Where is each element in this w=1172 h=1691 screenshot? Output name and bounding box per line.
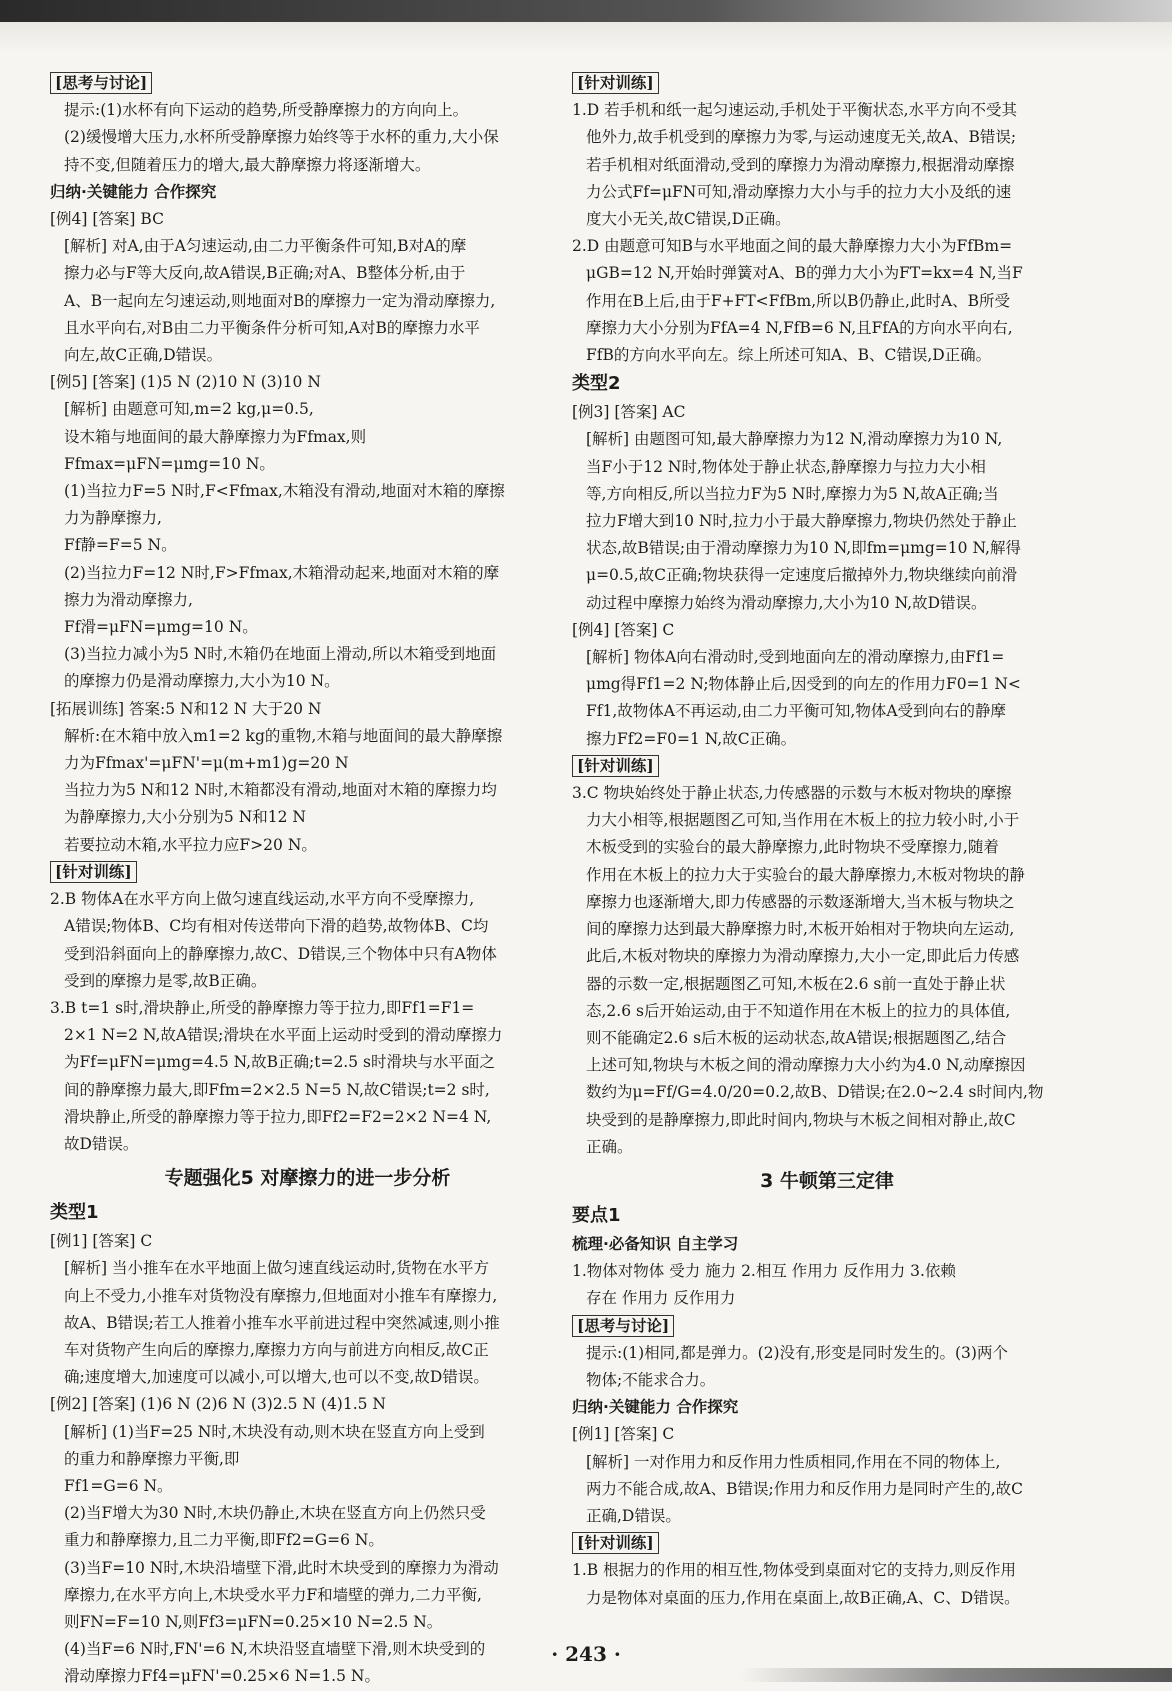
scan-bottom-edge (740, 1668, 1172, 1682)
left-line: [例4] [答案] BC (50, 210, 164, 229)
left-line: 解析:在木箱中放入m1=2 kg的重物,木箱与地面间的最大静摩擦 (64, 726, 503, 745)
left-line: [例2] [答案] (1)6 N (2)6 N (3)2.5 N (4)1.5 N (50, 1395, 386, 1414)
right-line: 力大小相等,根据题图乙可知,当作用在木板上的拉力较小时,小于 (586, 811, 1020, 830)
left-line (50, 70, 565, 97)
right-line: 上述可知,物块与木板之间的滑动摩擦力大小约为4.0 N,动摩擦因 (586, 1056, 1026, 1075)
left-line: (3)当拉力减小为5 N时,木箱仍在地面上滑动,所以木箱受到地面 (64, 645, 497, 664)
right-line: 等,方向相反,所以当拉力F为5 N时,摩擦力为5 N,故A正确;当 (586, 484, 999, 503)
right-line: 提示:(1)相同,都是弹力。(2)没有,形变是同时发生的。(3)两个 (586, 1343, 1008, 1362)
right-line: FfB的方向水平向左。综上所述可知A、B、C错误,D正确。 (586, 346, 992, 365)
right-line: 正确。 (586, 1137, 633, 1156)
left-line: [拓展训练] 答案:5 N和12 N 大于20 N (50, 699, 322, 718)
left-line: Ff静=F=5 N。 (64, 536, 177, 555)
left-line: [解析] (1)当F=25 N时,木块没有动,则木块在竖直方向上受到 (64, 1422, 485, 1441)
right-line: 2.D 由题意可知B与水平地面之间的最大静摩擦力大小为FfBm= (572, 237, 1013, 256)
right-line: 状态,故B错误;由于滑动摩擦力为10 N,即fm=μmg=10 N,解得 (586, 539, 1021, 558)
right-line: [例1] [答案] C (572, 1425, 675, 1444)
left-line: [例5] [答案] (1)5 N (2)10 N (3)10 N (50, 373, 321, 392)
left-line: 2.B 物体A在水平方向上做匀速直线运动,水平方向不受摩擦力, (50, 890, 475, 909)
left-line: [解析] 对A,由于A匀速运动,由二力平衡条件可知,B对A的摩 (64, 237, 467, 256)
left-line: 滑块静止,所受的静摩擦力等于拉力,即Ff2=F2=2×2 N=4 N, (64, 1107, 492, 1126)
left-line: 摩擦力,在水平方向上,木块受水平力F和墙壁的弹力,二力平衡, (64, 1585, 482, 1604)
right-line: 他外力,故手机受到的摩擦力为零,与运动速度无关,故A、B错误; (586, 128, 1017, 147)
left-line: 专题强化5 对摩擦力的进一步分析 (164, 1167, 451, 1190)
right-line: 若手机相对纸面滑动,受到的摩擦力为滑动摩擦力,根据滑动摩擦 (586, 155, 1015, 174)
left-line: (2)当拉力F=12 N时,F>Ffmax,木箱滑动起来,地面对木箱的摩 (64, 563, 500, 582)
right-line: 梳理·必备知识 自主学习 (572, 1234, 739, 1253)
left-line: 车对货物产生向后的摩擦力,摩擦力方向与前进方向相反,故C正 (64, 1340, 489, 1359)
right-line: 正确,D错误。 (586, 1506, 681, 1525)
right-line: [解析] 由题图可知,最大静摩擦力为12 N,滑动摩擦力为10 N, (586, 430, 1003, 449)
left-line (50, 859, 565, 886)
scan-top-edge (0, 0, 1172, 22)
left-line: (3)当F=10 N时,木块沿墙壁下滑,此时木块受到的摩擦力为滑动 (64, 1558, 499, 1577)
left-line: A、B一起向左匀速运动,则地面对B的摩擦力一定为滑动摩擦力, (64, 291, 496, 310)
left-line: 间的静摩擦力最大,即Ffm=2×2.5 N=5 N,故C错误;t=2 s时, (64, 1080, 490, 1099)
right-line: 此后,木板对物块的摩擦力为滑动摩擦力,大小一定,即此后力传感 (586, 947, 1020, 966)
left-line: [例1] [答案] C (50, 1232, 153, 1251)
right-line: 力公式Ff=μFN可知,滑动摩擦力大小与手的拉力大小及纸的速 (586, 182, 1012, 201)
right-line: μ=0.5,故C正确;物块获得一定速度后撤掉外力,物块继续向前滑 (586, 566, 1018, 585)
left-line: 为静摩擦力,大小分别为5 N和12 N (64, 808, 306, 827)
right-line: 动过程中摩擦力始终为滑动摩擦力,大小为10 N,故D错误。 (586, 593, 987, 612)
right-line (572, 1313, 1082, 1340)
left-line: 确;速度增大,加速度可以减小,可以增大,也可以不变,故D错误。 (64, 1368, 489, 1387)
right-line: 则不能确定2.6 s后木板的运动状态,故A错误;根据题图乙,结合 (586, 1028, 1007, 1047)
left-line: 向上不受力,小推车对货物没有摩擦力,但地面对小推车有摩擦力, (64, 1286, 498, 1305)
right-line: μGB=12 N,开始时弹簧对A、B的弹力大小为FT=kx=4 N,当F (586, 264, 1023, 283)
left-line: Ff滑=μFN=μmg=10 N。 (64, 618, 258, 637)
right-line: 拉力F增大到10 N时,拉力小于最大静摩擦力,物块仍然处于静止 (586, 512, 1017, 531)
right-line: 3 牛顿第三定律 (760, 1169, 894, 1192)
left-line: 持不变,但随着压力的增大,最大静摩擦力将逐渐增大。 (64, 155, 431, 174)
section-label-box: [针对训练] (572, 72, 659, 94)
right-line: μmg得Ff1=2 N;物体静止后,因受到的向左的作用力F0=1 N< (586, 675, 1021, 694)
right-line: 要点1 (572, 1204, 621, 1226)
left-line: 类型1 (50, 1202, 99, 1224)
right-line: 1.B 根据力的作用的相互性,物体受到桌面对它的支持力,则反作用 (572, 1561, 1016, 1580)
left-line: 若要拉动木箱,水平拉力应F>20 N。 (64, 835, 317, 854)
left-column (50, 70, 565, 1691)
right-line: 度大小无关,故C错误,D正确。 (586, 210, 791, 229)
left-line: 为Ff=μFN=μmg=4.5 N,故B正确;t=2.5 s时滑块与水平面之 (64, 1053, 495, 1072)
right-line: 力是物体对桌面的压力,作用在桌面上,故B正确,A、C、D错误。 (586, 1588, 1020, 1607)
right-line (572, 1530, 1082, 1557)
right-line: [解析] 一对作用力和反作用力性质相同,作用在不同的物体上, (586, 1452, 1001, 1471)
left-line: 归纳·关键能力 合作探究 (50, 182, 217, 201)
left-line: [解析] 当小推车在水平地面上做匀速直线运动时,货物在水平方 (64, 1259, 489, 1278)
right-line: 间的摩擦力达到最大静摩擦力时,木板开始相对于物块向左运动, (586, 920, 1015, 939)
right-column (572, 70, 1082, 1612)
left-line: (1)当拉力F=5 N时,F<Ffmax,木箱没有滑动,地面对木箱的摩擦 (64, 482, 505, 501)
left-line: 受到沿斜面向上的静摩擦力,故C、D错误,三个物体中只有A物体 (64, 944, 497, 963)
right-line: 1.D 若手机和纸一起匀速运动,手机处于平衡状态,水平方向不受其 (572, 101, 1017, 120)
left-line: 擦力必与F等大反向,故A错误,B正确;对A、B整体分析,由于 (64, 264, 466, 283)
right-line: 块受到的是静摩擦力,即此时间内,物块与木板之间相对静止,故C (586, 1110, 1016, 1129)
page-number: · 243 · (551, 1642, 621, 1666)
left-line: Ff1=G=6 N。 (64, 1476, 173, 1495)
right-line: 3.C 物块始终处于静止状态,力传感器的示数与木板对物块的摩擦 (572, 784, 1012, 803)
left-line: 3.B t=1 s时,滑块静止,所受的静摩擦力等于拉力,即Ff1=F1= (50, 998, 475, 1017)
left-line: 故A、B错误;若工人推着小推车水平前进过程中突然减速,则小推 (64, 1313, 500, 1332)
right-line: Ff1,故物体A不再运动,由二力平衡可知,物体A受到向右的静摩 (586, 702, 1007, 721)
right-line: 类型2 (572, 373, 621, 395)
left-line: [解析] 由题意可知,m=2 kg,μ=0.5, (64, 400, 314, 419)
left-line: 2×1 N=2 N,故A错误;滑块在水平面上运动时受到的滑动摩擦力 (64, 1026, 503, 1045)
right-line: 两力不能合成,故A、B错误;作用力和反作用力是同时产生的,故C (586, 1479, 1024, 1498)
left-line: 设木箱与地面间的最大静摩擦力为Ffmax,则 (64, 427, 367, 446)
left-line: 故D错误。 (64, 1134, 139, 1153)
scan-top-shadow (0, 22, 1172, 52)
left-line: 且水平向右,对B由二力平衡条件分析可知,A对B的摩擦力水平 (64, 318, 480, 337)
left-line: (2)缓慢增大压力,水杯所受静摩擦力始终等于水杯的重力,大小保 (64, 128, 499, 147)
right-line (572, 70, 1082, 97)
right-line: [例3] [答案] AC (572, 403, 686, 422)
left-line: 的摩擦力仍是滑动摩擦力,大小为10 N。 (64, 672, 340, 691)
left-line: 向左,故C正确,D错误。 (64, 346, 223, 365)
right-line: 当F小于12 N时,物体处于静止状态,静摩擦力与拉力大小相 (586, 457, 986, 476)
right-line: 作用在木板上的拉力大于实验台的最大静摩擦力,木板对物块的静 (586, 865, 1025, 884)
right-line: 摩擦力大小分别为FfA=4 N,FfB=6 N,且FfA的方向水平向右, (586, 318, 1013, 337)
section-label-box: [思考与讨论] (50, 72, 152, 94)
left-line: 擦力为滑动摩擦力, (64, 590, 193, 609)
right-line: 作用在B上后,由于F+FT<FfBm,所以B仍静止,此时A、B所受 (586, 291, 1011, 310)
left-line: 滑动摩擦力Ff4=μFN'=0.25×6 N=1.5 N。 (64, 1667, 380, 1686)
right-line: 数约为μ=Ff/G=4.0/20=0.2,故B、D错误;在2.0~2.4 s时间内,物 (586, 1083, 1044, 1102)
left-line: 力为Ffmax'=μFN'=μ(m+m1)g=20 N (64, 754, 349, 773)
right-line: 摩擦力也逐渐增大,即力传感器的示数逐渐增大,当木板与物块之 (586, 892, 1015, 911)
left-line: (2)当F增大为30 N时,木块仍静止,木块在竖直方向上仍然只受 (64, 1504, 486, 1523)
section-label-box: [针对训练] (572, 755, 659, 777)
left-line: 则FN=F=10 N,则Ff3=μFN=0.25×10 N=2.5 N。 (64, 1612, 443, 1631)
right-line: 物体;不能求合力。 (586, 1370, 716, 1389)
left-line: Ffmax=μFN=μmg=10 N。 (64, 454, 275, 473)
left-line: 力为静摩擦力, (64, 509, 162, 528)
left-line: A错误;物体B、C均有相对传送带向下滑的趋势,故物体B、C均 (64, 917, 489, 936)
right-line: [解析] 物体A向右滑动时,受到地面向左的滑动摩擦力,由Ff1= (586, 648, 1005, 667)
section-label-box: [针对训练] (50, 861, 137, 883)
right-line: 归纳·关键能力 合作探究 (572, 1398, 739, 1417)
right-line: 器的示数一定,根据题图乙可知,木板在2.6 s前一直处于静止状 (586, 974, 1006, 993)
right-line: 1.物体对物体 受力 施力 2.相互 作用力 反作用力 3.依赖 (572, 1262, 956, 1281)
left-line: (4)当F=6 N时,FN'=6 N,木块沿竖直墙壁下滑,则木块受到的 (64, 1640, 486, 1659)
left-line: 重力和静摩擦力,且二力平衡,即Ff2=G=6 N。 (64, 1531, 384, 1550)
left-line: 的重力和静摩擦力平衡,即 (64, 1449, 240, 1468)
right-line: 擦力Ff2=F0=1 N,故C正确。 (586, 729, 797, 748)
right-line: 存在 作用力 反作用力 (586, 1289, 736, 1308)
right-line (572, 753, 1082, 780)
left-line: 提示:(1)水杯有向下运动的趋势,所受静摩擦力的方向向上。 (64, 101, 469, 120)
section-label-box: [针对训练] (572, 1532, 659, 1554)
right-line: [例4] [答案] C (572, 620, 675, 639)
left-line: 当拉力为5 N和12 N时,木箱都没有滑动,地面对木箱的摩擦力均 (64, 781, 497, 800)
right-line: 态,2.6 s后开始运动,由于不知道作用在木板上的拉力的具体值, (586, 1001, 1011, 1020)
right-line: 木板受到的实验台的最大静摩擦力,此时物块不受摩擦力,随着 (586, 838, 999, 857)
section-label-box: [思考与讨论] (572, 1315, 674, 1337)
left-line: 受到的摩擦力是零,故B正确。 (64, 971, 267, 990)
